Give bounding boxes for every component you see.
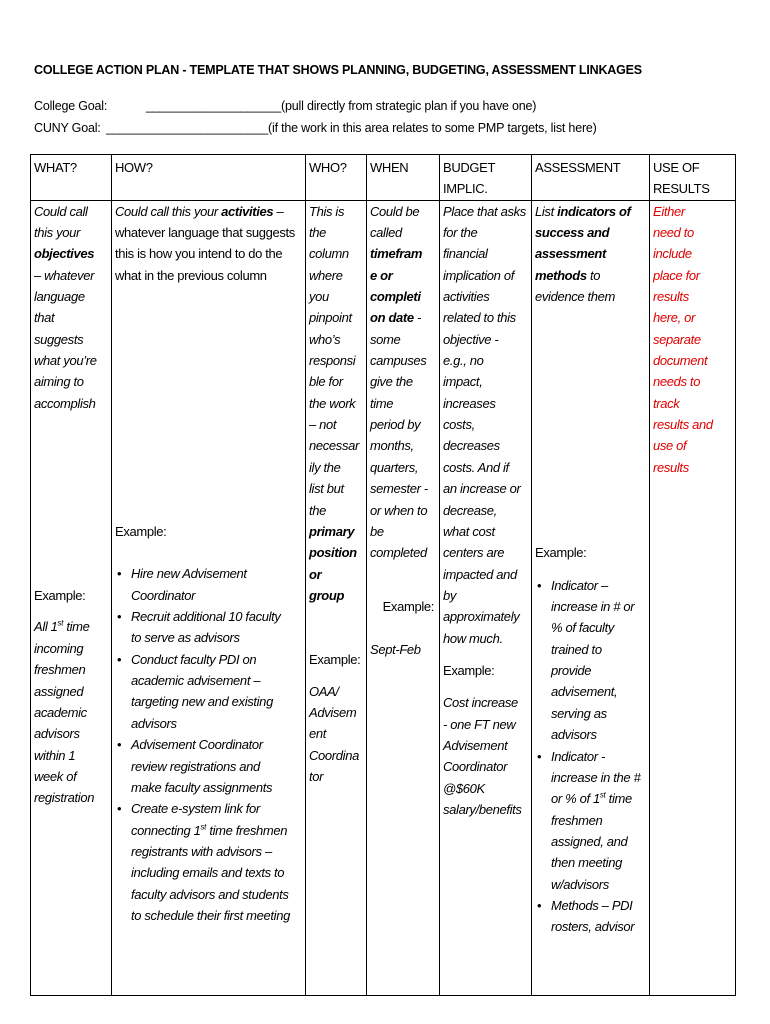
when-line: time	[370, 395, 394, 411]
who-line: you	[309, 289, 329, 305]
how-item-line: • Create e-system link for	[131, 801, 260, 817]
how-item-line: • Advisement Coordinator	[131, 737, 263, 753]
assessment-example-item	[535, 895, 646, 938]
assessment-item-line: serving as	[551, 705, 607, 721]
use-line: track	[653, 395, 680, 411]
how-item-text: connecting 1	[131, 822, 201, 838]
use-line: use of	[653, 438, 687, 454]
budget-line: an increase or	[443, 481, 521, 497]
how-example-item	[115, 606, 302, 649]
who-line: who’s	[309, 331, 341, 347]
when-line: e or	[370, 267, 393, 283]
use-line: need to	[653, 225, 694, 241]
who-line: responsi	[309, 353, 356, 369]
when-text-bold: on date	[370, 310, 414, 326]
what-line: objectives	[34, 246, 95, 262]
header-when: WHEN	[367, 155, 440, 201]
when-line: Could be	[370, 203, 420, 219]
assessment-item-line: w/advisors	[551, 876, 609, 892]
how-text: Could call this your	[115, 203, 222, 219]
who-line: necessar	[309, 438, 359, 454]
header-budget-line2: IMPLIC.	[443, 181, 488, 197]
when-line: months,	[370, 438, 414, 454]
who-example-line: Coordina	[309, 747, 359, 763]
assessment-line: evidence them	[535, 289, 616, 305]
assessment-example-list	[535, 575, 646, 938]
use-line: here, or	[653, 310, 696, 326]
assessment-line: success and	[535, 225, 610, 241]
budget-line: implication of	[443, 267, 514, 283]
what-example-line: week of	[34, 768, 77, 784]
who-line: column	[309, 246, 349, 262]
what-line: aiming to	[34, 374, 84, 390]
assessment-example-item	[535, 746, 646, 895]
how-item-sup: st	[200, 822, 207, 832]
header-use-line1: USE OF	[653, 160, 700, 175]
how-item-line: advisors	[131, 715, 177, 731]
college-goal-note: (pull directly from strategic plan if you have one)	[281, 99, 537, 113]
cuny-goal-note: (if the work in this area relates to some PMP targets, list here)	[268, 121, 597, 135]
use-line: results and	[653, 417, 713, 433]
when-line: or when to	[370, 502, 428, 518]
use-cell	[650, 200, 736, 995]
body-row	[31, 200, 736, 995]
header-row	[31, 155, 736, 201]
budget-example-line: Advisement	[443, 737, 508, 753]
how-line: this is how you intend to do the	[115, 246, 283, 262]
assessment-item-text: time	[605, 791, 632, 807]
who-example-line: ent	[309, 726, 327, 742]
who-line: ble for	[309, 374, 343, 390]
who-example-line: Advisem	[309, 704, 357, 720]
assessment-text-bold: indicators of	[557, 203, 631, 219]
who-example-label: Example:	[309, 652, 361, 668]
what-line: – whatever	[34, 267, 95, 283]
budget-example-line: - one FT new	[443, 716, 516, 732]
what-line: suggests	[34, 331, 84, 347]
who-line: primary	[309, 523, 355, 539]
budget-line: decrease,	[443, 502, 497, 518]
what-line: accomplish	[34, 395, 96, 411]
when-line: some	[370, 331, 401, 347]
how-item-line: • Recruit additional 10 faculty	[131, 609, 281, 625]
budget-line: decreases	[443, 438, 500, 454]
assessment-example-label: Example:	[535, 545, 587, 561]
who-line: the	[309, 225, 327, 241]
budget-line: for the	[443, 225, 478, 241]
header-use	[650, 155, 736, 201]
how-item-line	[131, 820, 302, 841]
cuny-goal-label: CUNY Goal:	[34, 121, 101, 135]
assessment-text-bold: methods	[535, 267, 587, 283]
assessment-item-line: rosters, advisor	[551, 919, 635, 935]
assessment-line	[535, 201, 646, 222]
how-item-line: • Conduct faculty PDI on	[131, 651, 257, 667]
header-what: WHAT?	[31, 155, 112, 201]
assessment-item-line: increase in the #	[551, 769, 641, 785]
how-item-line: to serve as advisors	[131, 630, 240, 646]
assessment-text: to	[586, 267, 601, 283]
what-example-line	[34, 616, 108, 637]
budget-line: financial	[443, 246, 488, 262]
when-line: period by	[370, 417, 421, 433]
use-line: Either	[653, 203, 685, 219]
how-item-line: faculty advisors and students	[131, 886, 289, 902]
when-line: timefram	[370, 246, 423, 262]
assessment-item-line: then meeting	[551, 855, 622, 871]
what-example-line: within 1	[34, 747, 76, 763]
budget-line: Place that asks	[443, 203, 526, 219]
assessment-item-line: assigned, and	[551, 833, 628, 849]
how-item-line: registrants with advisors –	[131, 843, 272, 859]
header-who: WHO?	[306, 155, 367, 201]
how-item-line: academic advisement –	[131, 673, 261, 689]
how-text-bold: activities	[221, 203, 274, 219]
what-example-label: Example:	[34, 588, 86, 604]
who-line: where	[309, 267, 343, 283]
assessment-item-sup: st	[599, 790, 606, 800]
how-example-item	[115, 563, 302, 606]
who-line: ily the	[309, 459, 341, 475]
assessment-cell	[532, 200, 650, 995]
budget-line: objective -	[443, 331, 499, 347]
assessment-line: assessment	[535, 246, 606, 262]
document-title: COLLEGE ACTION PLAN - TEMPLATE THAT SHOWS PLANNING, BUDGETING, ASSESSMENT LINKAGES	[34, 63, 642, 77]
budget-line: centers are	[443, 545, 505, 561]
assessment-text: List	[535, 203, 558, 219]
who-line: This is	[309, 203, 345, 219]
assessment-item-line: advisors	[551, 727, 597, 743]
cuny-goal-field	[106, 121, 597, 135]
when-line: semester -	[370, 481, 428, 497]
who-line: the	[309, 502, 327, 518]
what-example-text: time	[63, 619, 90, 635]
what-line: that	[34, 310, 55, 326]
how-item-line: review registrations and	[131, 758, 260, 774]
how-item-line: • Hire new Advisement	[131, 566, 247, 582]
header-use-line2: RESULTS	[653, 181, 710, 197]
how-cell	[112, 200, 306, 995]
what-cell	[31, 200, 112, 995]
who-cell	[306, 200, 367, 995]
who-line: – not	[309, 417, 337, 433]
how-item-text: time freshmen	[206, 822, 288, 838]
cuny-goal-blank: ________________________	[106, 121, 269, 135]
college-goal-line	[34, 99, 537, 113]
budget-example-label: Example:	[443, 662, 495, 678]
what-example-line: registration	[34, 790, 95, 806]
college-goal-field	[146, 99, 536, 113]
use-line: needs to	[653, 374, 701, 390]
who-example-line: OAA/	[309, 683, 339, 699]
budget-example-line: Cost increase	[443, 695, 518, 711]
assessment-item-line: increase in # or	[551, 599, 635, 615]
how-line: what in the previous column	[115, 267, 267, 283]
assessment-item-line: • Indicator –	[551, 577, 608, 593]
when-line: completed	[370, 545, 427, 561]
what-example-text: All 1	[34, 619, 58, 635]
who-line: or	[309, 566, 322, 582]
what-example-line: assigned	[34, 683, 84, 699]
when-example-label: Example:	[382, 598, 434, 614]
assessment-item-line: trained to	[551, 641, 602, 657]
college-goal-blank: ____________________	[146, 99, 282, 113]
budget-line: what cost	[443, 523, 495, 539]
budget-line: impacted and	[443, 566, 517, 582]
when-line: campuses	[370, 353, 427, 369]
header-budget	[440, 155, 532, 201]
budget-line: by	[443, 587, 457, 603]
action-plan-table	[30, 154, 736, 996]
budget-line: approximately	[443, 609, 520, 625]
assessment-item-line: advisement,	[551, 684, 618, 700]
how-text: –	[273, 203, 284, 219]
budget-example-line: @$60K	[443, 780, 485, 796]
assessment-line	[535, 265, 646, 286]
budget-example-line: salary/benefits	[443, 801, 522, 817]
budget-line: costs,	[443, 417, 475, 433]
what-line: this your	[34, 225, 80, 241]
when-text: -	[413, 310, 422, 326]
college-goal-label: College Goal:	[34, 99, 108, 113]
assessment-item-line: freshmen	[551, 812, 603, 828]
who-line: group	[309, 587, 345, 603]
assessment-item-line: • Indicator -	[551, 748, 605, 764]
header-budget-line1: BUDGET	[443, 160, 496, 175]
header-how: HOW?	[112, 155, 306, 201]
how-item-line: targeting new and existing	[131, 694, 273, 710]
what-line: what you’re	[34, 353, 97, 369]
header-assessment: ASSESSMENT	[532, 155, 650, 201]
budget-line: how much.	[443, 630, 503, 646]
who-line: position	[309, 545, 357, 561]
use-line: separate	[653, 331, 701, 347]
how-line: whatever language that suggests	[115, 225, 295, 241]
what-example-line: incoming	[34, 640, 84, 656]
budget-line: activities	[443, 289, 490, 305]
budget-line: costs. And if	[443, 459, 509, 475]
when-line: be	[370, 523, 384, 539]
budget-line: e.g., no	[443, 353, 484, 369]
when-example-line: Sept-Feb	[370, 641, 421, 657]
what-example-line: academic	[34, 704, 87, 720]
how-item-line: including emails and texts to	[131, 865, 285, 881]
use-line: document	[653, 353, 708, 369]
use-line: include	[653, 246, 692, 262]
budget-line: increases	[443, 395, 496, 411]
use-line: results	[653, 289, 689, 305]
assessment-example-item	[535, 575, 646, 746]
when-line: quarters,	[370, 459, 419, 475]
who-line: list but	[309, 481, 344, 497]
what-example-line: advisors	[34, 726, 80, 742]
who-line: pinpoint	[309, 310, 352, 326]
how-example-item	[115, 734, 302, 798]
how-example-list	[115, 563, 302, 926]
when-line: called	[370, 225, 402, 241]
who-line: the work	[309, 395, 356, 411]
how-line	[115, 201, 302, 222]
what-line: Could call	[34, 203, 88, 219]
when-line	[370, 307, 436, 328]
use-line: place for	[653, 267, 700, 283]
budget-line: related to this	[443, 310, 516, 326]
budget-cell	[440, 200, 532, 995]
what-line: language	[34, 289, 85, 305]
when-cell	[367, 200, 440, 995]
who-example-line: tor	[309, 768, 324, 784]
assessment-item-text: or % of 1	[551, 791, 600, 807]
how-item-line: Coordinator	[131, 587, 196, 603]
when-line: give the	[370, 374, 413, 390]
what-example-sup: st	[57, 619, 64, 629]
cuny-goal-line	[34, 121, 597, 135]
use-line: results	[653, 459, 689, 475]
how-item-line: to schedule their first meeting	[131, 907, 290, 923]
when-line: completi	[370, 289, 421, 305]
how-example-label: Example:	[115, 524, 167, 540]
assessment-item-line	[551, 788, 646, 809]
assessment-item-line: • Methods – PDI	[551, 897, 633, 913]
assessment-item-line: provide	[551, 663, 592, 679]
budget-line: impact,	[443, 374, 483, 390]
assessment-item-line: % of faculty	[551, 620, 614, 636]
how-example-item	[115, 798, 302, 926]
how-example-item	[115, 649, 302, 734]
budget-example-line: Coordinator	[443, 759, 508, 775]
what-example-line: freshmen	[34, 662, 86, 678]
how-item-line: make faculty assignments	[131, 779, 273, 795]
